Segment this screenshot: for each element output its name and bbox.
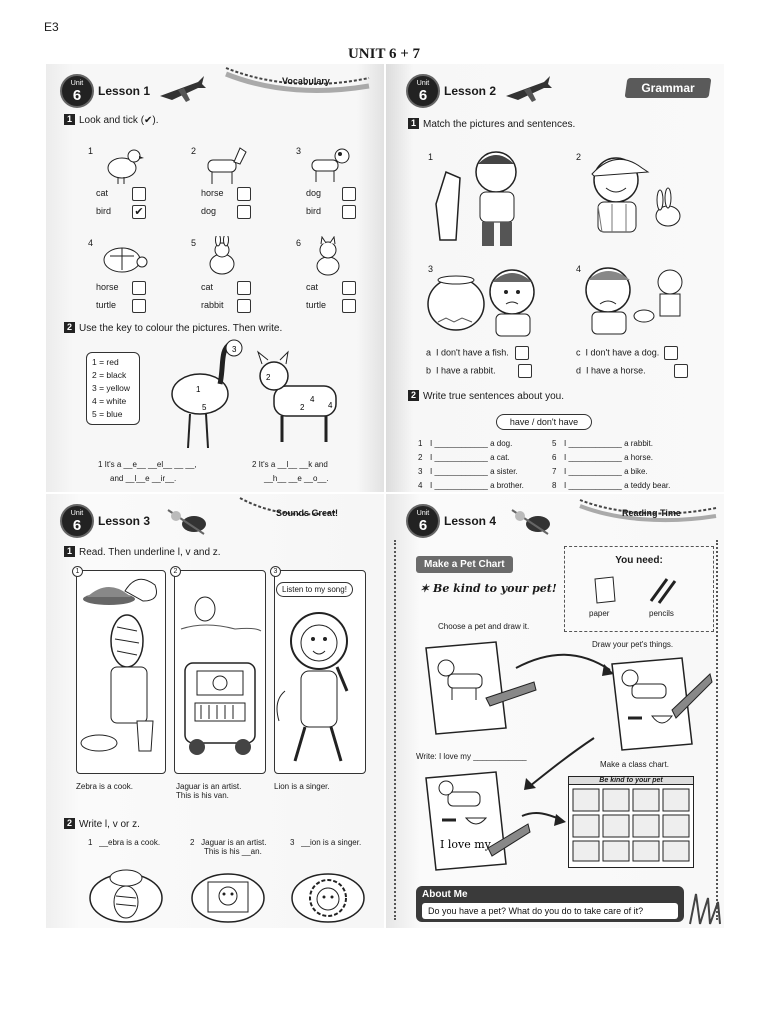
- airplane-icon: [504, 72, 554, 106]
- zebra-oval-illustration: [88, 868, 164, 924]
- i-love-my-text: I love my: [440, 838, 491, 851]
- match-box[interactable]: [664, 346, 678, 360]
- step-4: Make a class chart.: [600, 760, 669, 769]
- unit-badge: Unit 6: [406, 504, 440, 538]
- svg-text:4: 4: [310, 395, 315, 404]
- tick-box[interactable]: [342, 205, 356, 219]
- lesson-3-panel: [46, 494, 384, 928]
- jaguar-oval-illustration: [190, 868, 266, 924]
- comic-caption-3: Lion is a singer.: [274, 782, 330, 791]
- have-dont-have-pill: have / don't have: [496, 414, 592, 430]
- horse-illustration: [200, 144, 250, 186]
- page-code: E3: [44, 20, 59, 34]
- colour-key: 1 = red 2 = black 3 = yellow 4 = white 5 = blue: [86, 352, 140, 425]
- step-2: Draw your pet's things.: [592, 640, 674, 649]
- lesson-2-panel: [386, 64, 724, 492]
- section-title: Vocabulary: [282, 76, 330, 86]
- tick-box[interactable]: [132, 281, 146, 295]
- sentence-lines-right: 5 I ____________ a rabbit. 6 I ____________ a horse. 7 I ____________ a bike. 8 I ____________ a teddy bear.: [552, 439, 671, 490]
- tick-options-2: horse dog: [201, 184, 251, 220]
- comic-panel-1: [76, 570, 166, 774]
- lion-singer-illustration: [275, 571, 365, 771]
- comic-number: 2: [170, 566, 181, 577]
- turtle-illustration: [98, 240, 148, 276]
- speech-bubble: Listen to my song!: [276, 582, 353, 597]
- cat-illustration: [306, 236, 350, 276]
- sad-boy-with-dog-illustration: [574, 260, 698, 340]
- write-2-line-2: __h__ __e __o__.: [264, 474, 329, 483]
- dog-colouring-illustration: [254, 346, 354, 456]
- about-me-box: [416, 886, 684, 922]
- sentence-lines-left: 1 I ____________ a dog. 2 I ____________ a cat. 3 I ____________ a sister. 4 I ____________ a brother.: [418, 439, 524, 490]
- picture-number: 4: [576, 264, 582, 274]
- class-chart-grid: [569, 785, 693, 865]
- arrow-3: [518, 806, 570, 830]
- gap-sentence-2: 2 Jaguar is an artist. This is his __an.: [190, 838, 267, 856]
- exercise-2-instruction: 2 Write true sentences about you.: [408, 390, 564, 402]
- slogan: ✶ Be kind to your pet!: [420, 582, 557, 595]
- pet-chart-banner: Make a Pet Chart: [416, 556, 513, 573]
- svg-text:4: 4: [328, 401, 333, 410]
- lesson-1-panel: Unit 6 Lesson 1 Vocabulary 1 Look and tick (✔). 1 2 3 cat bird ✔ horse dog dog bird 4 5 6 horse turtle cat rabbit cat turtle 2 Use the key to colour the pictures. Then write. 1 = red 2 = black 3 = yellow 4 = white 5 = blue 1 5 3 2 4 4 2 1 It's a __e__ __el__ __ __, and __l__e __ir__. 2 It's a __l__ __k and __h__ __e __o__.: [46, 64, 384, 492]
- grammar-banner: Grammar: [625, 78, 712, 98]
- exercise-2-instruction: 2 Write l, v or z.: [64, 818, 140, 830]
- boy-with-rabbit-illustration: [576, 144, 696, 248]
- step-1: Choose a pet and draw it.: [438, 622, 530, 631]
- sentence-a: a I don't have a fish.: [426, 346, 529, 360]
- tick-box[interactable]: [342, 187, 356, 201]
- dotted-border: [716, 540, 718, 920]
- tick-options-4: horse turtle: [96, 278, 146, 314]
- match-box[interactable]: [518, 364, 532, 378]
- lesson-label: Lesson 2: [444, 84, 497, 98]
- unit-badge: Unit 6: [60, 74, 94, 108]
- section-title: Sounds Great!: [276, 508, 339, 518]
- class-chart: Be kind to your pet: [568, 776, 694, 868]
- tick-box[interactable]: [132, 187, 146, 201]
- tick-options-1: cat bird ✔: [96, 184, 146, 220]
- gap-sentence-1: 1 __ebra is a cook.: [88, 838, 161, 847]
- boy-with-horse-illustration: [426, 144, 536, 248]
- picture-number: 1: [428, 152, 434, 162]
- tick-options-3: dog bird: [306, 184, 356, 220]
- rabbit-illustration: [200, 236, 244, 276]
- exercise-1-instruction: 1 Look and tick (✔).: [64, 114, 159, 126]
- match-box[interactable]: [674, 364, 688, 378]
- gap-sentence-3: 3 __ion is a singer.: [290, 838, 362, 847]
- tick-box[interactable]: ✔: [132, 205, 146, 219]
- write-2-line-1: 2 It's a __l__ __k and: [252, 460, 328, 469]
- tick-box[interactable]: [237, 205, 251, 219]
- lesson-label: Lesson 3: [98, 514, 151, 528]
- about-me-question: Do you have a pet? What do you do to take care of it?: [422, 903, 678, 919]
- bird-illustration: [98, 144, 144, 184]
- svg-text:2: 2: [300, 403, 305, 412]
- comic-caption-1: Zebra is a cook.: [76, 782, 133, 791]
- step-3: Write: I love my ____________: [416, 752, 527, 761]
- rocket-icon: [164, 504, 210, 538]
- tick-options-6: cat turtle: [306, 278, 356, 314]
- svg-text:2: 2: [266, 373, 271, 382]
- paper-icon: [591, 575, 619, 605]
- comic-panel-3: [274, 570, 366, 774]
- tick-box[interactable]: [342, 299, 356, 313]
- tick-box[interactable]: [237, 281, 251, 295]
- svg-text:1: 1: [196, 385, 201, 394]
- lesson-label: Lesson 4: [444, 514, 497, 528]
- comic-number: 1: [72, 566, 83, 577]
- drawing-step-2: [602, 654, 714, 754]
- pencils-icon: [647, 573, 681, 605]
- svg-text:3: 3: [232, 345, 237, 354]
- dog-illustration: [306, 144, 354, 184]
- exercise-1-instruction: 1 Read. Then underline l, v and z.: [64, 546, 221, 558]
- tick-options-5: cat rabbit: [201, 278, 251, 314]
- comic-caption-2: Jaguar is an artist. This is his van.: [176, 782, 242, 800]
- lion-oval-illustration: [290, 868, 366, 924]
- tick-box[interactable]: [342, 281, 356, 295]
- lesson-label: Lesson 1: [98, 84, 151, 98]
- comic-number: 3: [270, 566, 281, 577]
- write-1-line-1: 1 It's a __e__ __el__ __ __,: [98, 460, 197, 469]
- tick-box[interactable]: [237, 299, 251, 313]
- dotted-border: [394, 540, 396, 920]
- write-1-line-2: and __l__e __ir__.: [110, 474, 177, 483]
- rocket-icon: [508, 504, 554, 538]
- unit-badge: Unit 6: [406, 74, 440, 108]
- section-title: Reading Time: [622, 508, 681, 518]
- stork-illustration: [150, 336, 250, 454]
- match-box[interactable]: [515, 346, 529, 360]
- tick-box[interactable]: [132, 299, 146, 313]
- svg-text:5: 5: [202, 403, 207, 412]
- lesson-4-panel: [386, 494, 724, 928]
- exercise-2-instruction: 2 Use the key to colour the pictures. Then write.: [64, 322, 282, 334]
- jaguar-van-illustration: [175, 571, 265, 771]
- picture-number: 3: [428, 264, 434, 274]
- tick-box[interactable]: [237, 187, 251, 201]
- sentence-b: b I have a rabbit.: [426, 364, 532, 378]
- comic-panel-2: [174, 570, 266, 774]
- airplane-icon: [158, 72, 208, 106]
- about-me-title: About Me: [422, 889, 468, 900]
- zebra-cook-illustration: [77, 571, 165, 771]
- sentence-d: d I have a horse.: [576, 364, 688, 378]
- exercise-1-instruction: 1 Match the pictures and sentences.: [408, 118, 575, 130]
- sentence-c: c I don't have a dog.: [576, 346, 678, 360]
- unit-title: UNIT 6 + 7: [347, 46, 421, 62]
- unit-badge: Unit 6: [60, 504, 94, 538]
- you-need-box: You need: paper pencils: [564, 546, 714, 632]
- boy-with-fishbowl-illustration: [426, 260, 544, 340]
- grass-decoration: [686, 888, 722, 926]
- picture-number: 2: [576, 152, 582, 162]
